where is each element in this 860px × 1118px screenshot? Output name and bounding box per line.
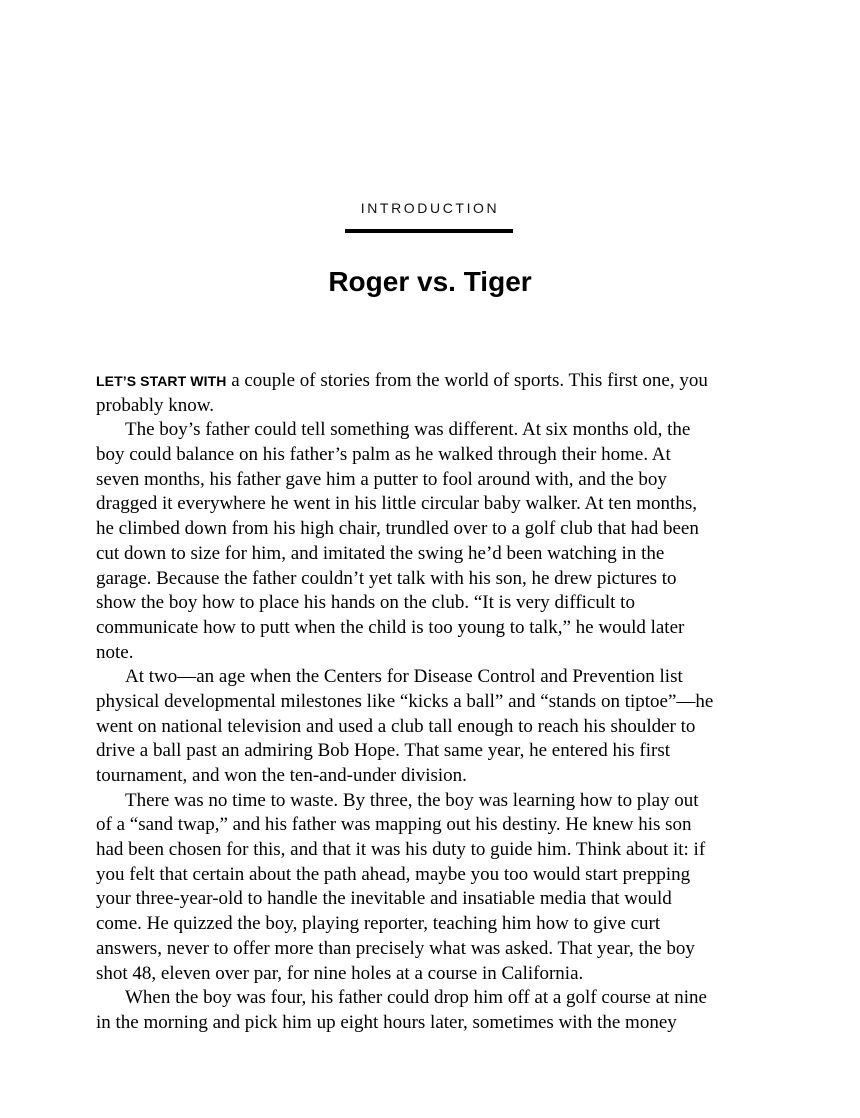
text-line: you felt that certain about the path ahead, maybe you too would start prepping bbox=[96, 863, 691, 885]
text-line: shot 48, eleven over par, for nine holes at a course in California. bbox=[96, 962, 584, 984]
text-line: come. He quizzed the boy, playing reporter, teaching him how to give curt bbox=[96, 913, 661, 935]
text-line: he climbed down from his high chair, trundled over to a golf club that had been bbox=[96, 518, 699, 540]
body-text-region bbox=[96, 369, 766, 1033]
text-line: The boy’s father could tell something was different. At six months old, the bbox=[125, 419, 691, 441]
text-line: answers, never to offer more than precisely what was asked. That year, the boy bbox=[96, 937, 695, 959]
text-line: probably know. bbox=[96, 394, 215, 416]
text-line: At two—an age when the Centers for Disease Control and Prevention list bbox=[125, 666, 683, 688]
section-label: INTRODUCTION bbox=[360, 200, 500, 216]
text-line: garage. Because the father couldn’t yet talk with his son, he drew pictures to bbox=[96, 567, 677, 589]
chapter-title: Roger vs. Tiger bbox=[328, 266, 532, 297]
text-line: communicate how to putt when the child is too young to talk,” he would later bbox=[96, 616, 685, 638]
text-line: There was no time to waste. By three, the boy was learning how to play out bbox=[125, 789, 699, 811]
text-line: When the boy was four, his father could drop him off at a golf course at nine bbox=[125, 987, 707, 1009]
text-line: note. bbox=[96, 641, 134, 663]
text-line: had been chosen for this, and that it was his duty to guide him. Think about it: if bbox=[96, 839, 706, 861]
text-line: went on national television and used a club tall enough to reach his shoulder to bbox=[96, 715, 696, 737]
text-line: drive a ball past an admiring Bob Hope. That same year, he entered his first bbox=[96, 740, 670, 762]
body-text bbox=[96, 369, 766, 1036]
text-line: in the morning and pick him up eight hours later, sometimes with the money bbox=[96, 1011, 677, 1033]
text-line: your three-year-old to handle the inevitable and insatiable media that would bbox=[96, 888, 672, 910]
text-line: physical developmental milestones like “kicks a ball” and “stands on tiptoe”—he bbox=[96, 690, 714, 712]
text-line: show the boy how to place his hands on the club. “It is very difficult to bbox=[96, 592, 635, 614]
lead-in: LET’S START WITH bbox=[96, 373, 227, 389]
text-line: cut down to size for him, and imitated the swing he’d been watching in the bbox=[96, 542, 665, 564]
text-line: boy could balance on his father’s palm as he walked through their home. At bbox=[96, 444, 671, 466]
title-rule bbox=[345, 229, 513, 233]
text-line: of a “sand twap,” and his father was mapping out his destiny. He knew his son bbox=[96, 814, 692, 836]
text-line: tournament, and won the ten-and-under division. bbox=[96, 765, 467, 786]
text-line bbox=[96, 369, 766, 394]
text-line: seven months, his father gave him a putter to fool around with, and the boy bbox=[96, 468, 667, 490]
text-line: dragged it everywhere he went in his little circular baby walker. At ten months, bbox=[96, 493, 697, 515]
text-line-content: a couple of stories from the world of sports. This first one, you bbox=[226, 370, 708, 391]
